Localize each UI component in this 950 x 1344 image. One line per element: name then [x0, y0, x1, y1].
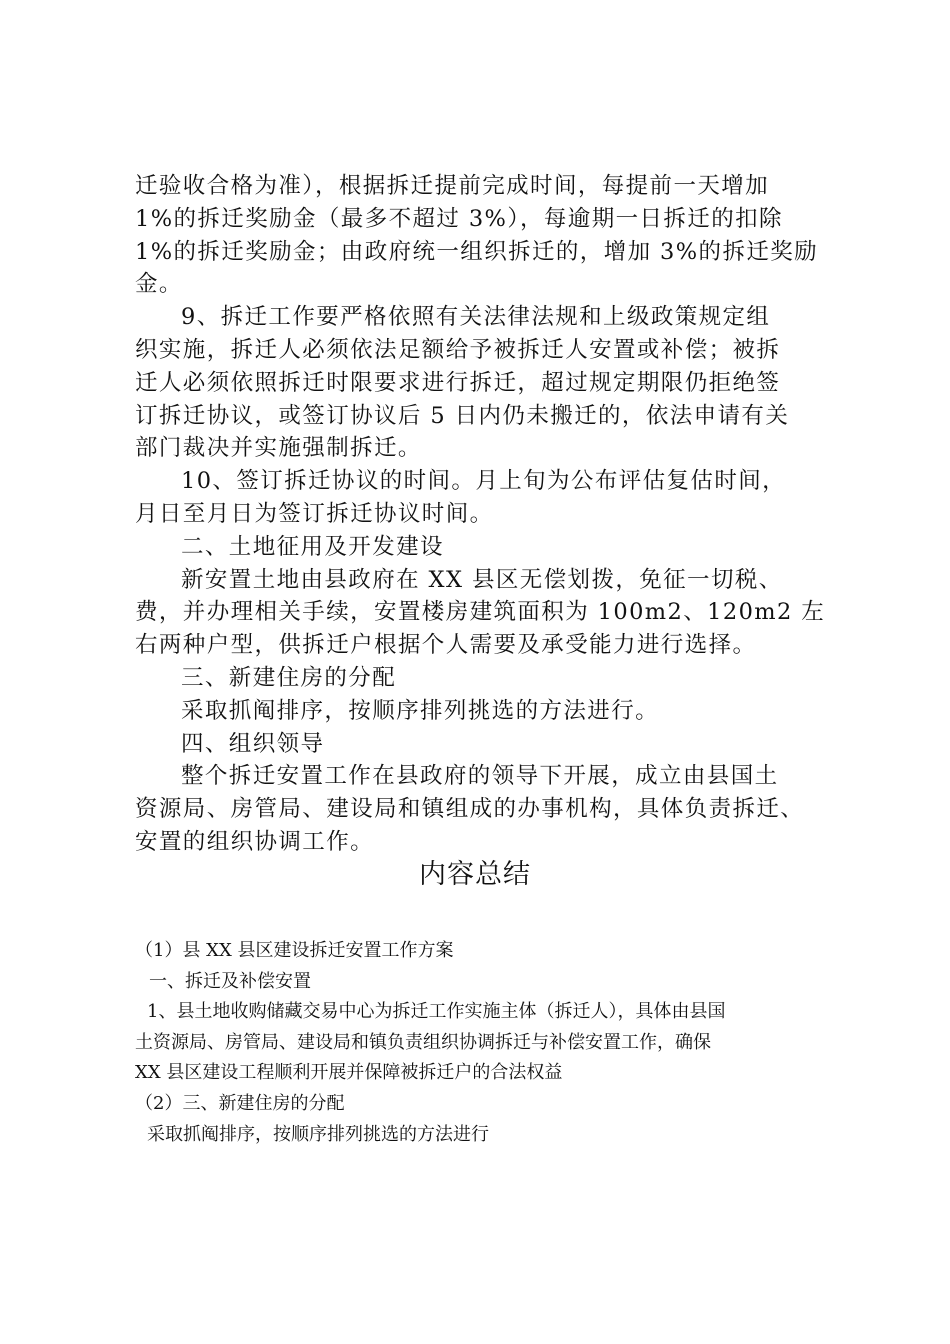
body-line: 采取抓阄排序，按顺序排列挑选的方法进行。	[181, 697, 660, 724]
body-line: 1%的拆迁奖励金（最多不超过 3%），每逾期一日拆迁的扣除	[135, 205, 783, 232]
body-text	[135, 170, 830, 859]
body-line: 金。	[135, 271, 183, 298]
body-line: 右两种户型，供拆迁户根据个人需要及承受能力进行选择。	[135, 632, 757, 659]
summary-line: 土资源局、房管局、建设局和镇负责组织协调拆迁与补偿安置工作，确保	[135, 1031, 711, 1053]
summary-line: 采取抓阄排序，按顺序排列挑选的方法进行	[147, 1123, 489, 1145]
body-line: 部门裁决并实施强制拆迁。	[135, 435, 422, 462]
body-line: 迁验收合格为准），根据拆迁提前完成时间，每提前一天增加	[135, 173, 770, 199]
summary-line: 1、县土地收购储藏交易中心为拆迁工作实施主体（拆迁人），具体由县国	[147, 1001, 726, 1023]
summary-line: XX 县区建设工程顺利开展并保障被拆迁户的合法权益	[135, 1062, 563, 1084]
section-heading: 二、土地征用及开发建设	[181, 533, 444, 560]
summary-title: 内容总结	[419, 859, 531, 890]
body-line: 订拆迁协议，或签订协议后 5 日内仍未搬迁的，依法申请有关	[135, 402, 790, 429]
body-line: 安置的组织协调工作。	[135, 828, 375, 855]
body-line: 1%的拆迁奖励金；由政府统一组织拆迁的，增加 3%的拆迁奖励	[135, 238, 819, 265]
body-line: 新安置土地由县政府在 XX 县区无偿划拨，免征一切税、	[181, 566, 783, 593]
summary-line: （2）三、新建住房的分配	[135, 1092, 345, 1114]
body-line: 月日至月日为签订拆迁协议时间。	[135, 500, 494, 527]
body-line: 10、签订拆迁协议的时间。月上旬为公布评估复估时间，	[181, 468, 787, 495]
summary-section	[135, 936, 835, 1150]
body-line: 整个拆迁安置工作在县政府的领导下开展，成立由县国土	[181, 763, 779, 790]
body-line: 织实施，拆迁人必须依法足额给予被拆迁人安置或补偿；被拆	[135, 336, 781, 363]
section-heading: 三、新建住房的分配	[181, 664, 397, 691]
body-line: 9、拆迁工作要严格依照有关法律法规和上级政策规定组	[181, 304, 771, 331]
body-line: 迁人必须依照拆迁时限要求进行拆迁，超过规定期限仍拒绝签	[135, 369, 781, 396]
body-line: 费，并办理相关手续，安置楼房建筑面积为 100m2、120m2 左	[135, 599, 826, 626]
summary-line: 一、拆迁及补偿安置	[149, 970, 311, 992]
summary-line: （1）县 XX 县区建设拆迁安置工作方案	[135, 940, 454, 961]
body-line: 资源局、房管局、建设局和镇组成的办事机构，具体负责拆迁、	[135, 796, 805, 823]
section-heading: 四、组织领导	[181, 730, 325, 757]
